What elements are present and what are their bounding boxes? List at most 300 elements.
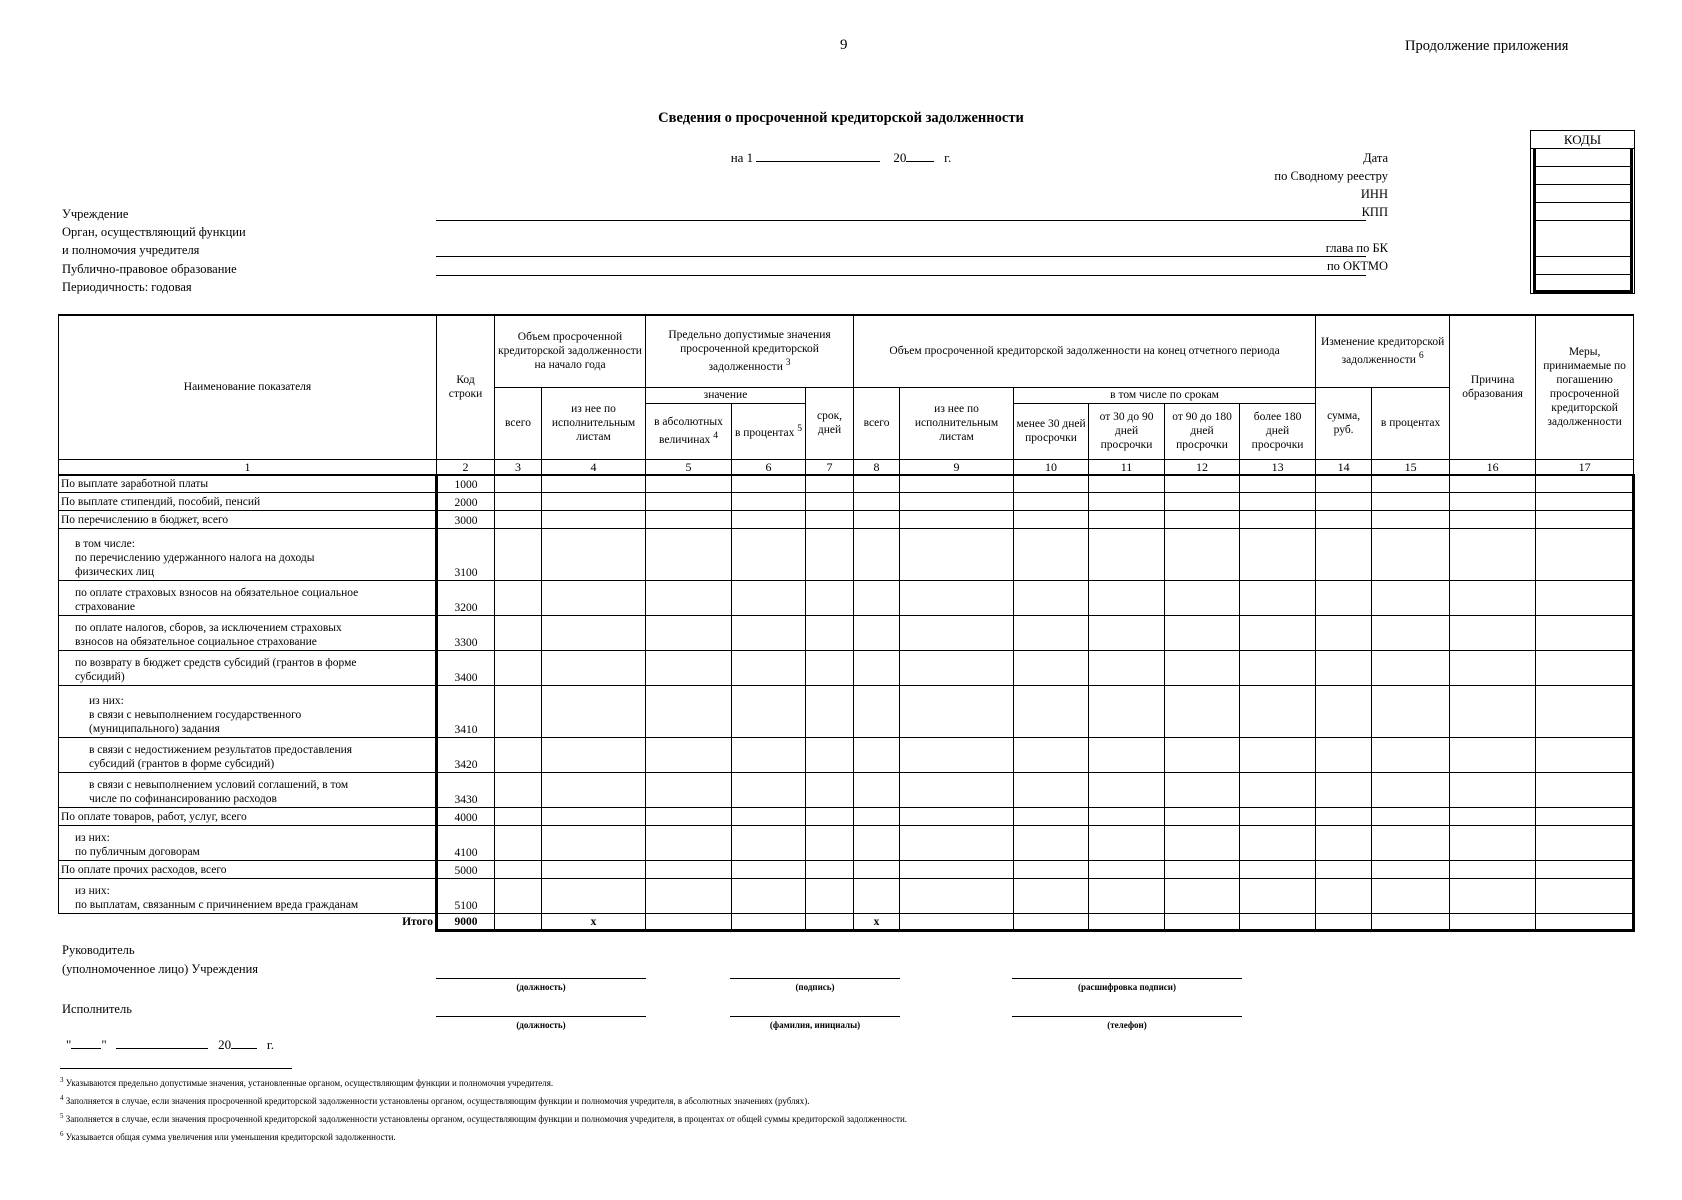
data-cell-col-17[interactable] <box>1536 493 1634 511</box>
data-cell-col-12[interactable] <box>1165 879 1240 914</box>
data-cell-col-11[interactable] <box>1089 651 1165 686</box>
data-cell-col-6[interactable] <box>732 651 806 686</box>
data-cell-col-7[interactable] <box>806 773 854 808</box>
data-cell-col-9[interactable] <box>900 581 1014 616</box>
data-cell-col-16[interactable] <box>1450 651 1536 686</box>
data-cell-col-9[interactable] <box>900 738 1014 773</box>
executor-phone-field[interactable] <box>1012 1016 1242 1017</box>
total-cell-col-10[interactable] <box>1014 914 1089 931</box>
data-cell-col-7[interactable] <box>806 651 854 686</box>
data-cell-col-15[interactable] <box>1372 826 1450 861</box>
data-cell-col-14[interactable] <box>1316 826 1372 861</box>
column-number: 4 <box>542 459 646 475</box>
data-cell-col-6[interactable] <box>732 475 806 493</box>
date-prefix: на 1 <box>730 150 754 165</box>
data-cell-col-13[interactable] <box>1240 686 1316 738</box>
data-cell-col-13[interactable] <box>1240 511 1316 529</box>
data-cell-col-14[interactable] <box>1316 773 1372 808</box>
data-cell-col-3[interactable] <box>495 738 542 773</box>
date-year-prefix: 20 <box>893 150 907 165</box>
data-cell-col-3[interactable] <box>495 529 542 581</box>
data-cell-col-5[interactable] <box>646 651 732 686</box>
data-cell-col-6[interactable] <box>732 686 806 738</box>
data-cell-col-10[interactable] <box>1014 616 1089 651</box>
column-number: 7 <box>806 459 854 475</box>
data-cell-col-11[interactable] <box>1089 738 1165 773</box>
data-cell-col-13[interactable] <box>1240 879 1316 914</box>
founder-field[interactable] <box>436 256 1366 257</box>
data-cell-col-16[interactable] <box>1450 686 1536 738</box>
data-cell-col-13[interactable] <box>1240 616 1316 651</box>
data-cell-col-9[interactable] <box>900 826 1014 861</box>
data-cell-col-8[interactable] <box>854 808 900 826</box>
data-cell-col-7[interactable] <box>806 738 854 773</box>
data-cell-col-4[interactable] <box>542 475 646 493</box>
head-position-field[interactable] <box>436 978 646 979</box>
total-cell-col-5[interactable] <box>646 914 732 931</box>
data-cell-col-5[interactable] <box>646 529 732 581</box>
data-cell-col-4[interactable] <box>542 651 646 686</box>
data-cell-col-7[interactable] <box>806 686 854 738</box>
row-name-line: По оплате товаров, работ, услуг, всего <box>61 811 247 823</box>
footnote-3-text: Указываются предельно допустимые значения, установленные органом, осуществляющим функции и полномочия учредителя. <box>65 1078 554 1088</box>
data-cell-col-13[interactable] <box>1240 529 1316 581</box>
total-cell-col-15[interactable] <box>1372 914 1450 931</box>
data-cell-col-3[interactable] <box>495 773 542 808</box>
data-cell-col-16[interactable] <box>1450 826 1536 861</box>
data-cell-col-6[interactable] <box>732 581 806 616</box>
data-cell-col-13[interactable] <box>1240 773 1316 808</box>
data-cell-col-15[interactable] <box>1372 493 1450 511</box>
data-cell-col-17[interactable] <box>1536 651 1634 686</box>
hdr-change-sum: сумма, руб. <box>1316 387 1372 459</box>
hdr-change-pct: в процентах <box>1372 387 1450 459</box>
data-cell-col-7[interactable] <box>806 493 854 511</box>
executor-phone-caption: (телефон) <box>1107 1020 1147 1030</box>
data-cell-col-9[interactable] <box>900 879 1014 914</box>
data-cell-col-16[interactable] <box>1450 773 1536 808</box>
total-cell-col-7[interactable] <box>806 914 854 931</box>
periodicity-label: Периодичность: годовая <box>62 280 192 294</box>
data-cell-col-17[interactable] <box>1536 529 1634 581</box>
data-cell-col-10[interactable] <box>1014 808 1089 826</box>
data-cell-col-9[interactable] <box>900 651 1014 686</box>
column-number: 12 <box>1165 459 1240 475</box>
row-name-line: в связи с невыполнением условий соглашений, в том <box>89 779 349 791</box>
data-cell-col-7[interactable] <box>806 529 854 581</box>
data-cell-col-12[interactable] <box>1165 738 1240 773</box>
data-cell-col-12[interactable] <box>1165 861 1240 879</box>
data-cell-col-5[interactable] <box>646 738 732 773</box>
data-cell-col-6[interactable] <box>732 738 806 773</box>
public-entity-field[interactable] <box>436 275 1366 276</box>
table-row <box>59 808 1634 826</box>
data-cell-col-12[interactable] <box>1165 581 1240 616</box>
total-cell-col-16[interactable] <box>1450 914 1536 931</box>
row-name-line: субсидий) <box>75 671 125 683</box>
data-cell-col-10[interactable] <box>1014 879 1089 914</box>
data-cell-col-11[interactable] <box>1089 529 1165 581</box>
page-number: 9 <box>840 37 848 53</box>
data-cell-col-10[interactable] <box>1014 826 1089 861</box>
data-cell-col-4[interactable] <box>542 879 646 914</box>
data-cell-col-14[interactable] <box>1316 616 1372 651</box>
data-cell-col-10[interactable] <box>1014 738 1089 773</box>
data-cell-col-16[interactable] <box>1450 861 1536 879</box>
data-cell-col-8[interactable] <box>854 651 900 686</box>
row-name <box>59 475 437 493</box>
data-cell-col-5[interactable] <box>646 581 732 616</box>
data-cell-col-7[interactable] <box>806 511 854 529</box>
row-name <box>59 493 437 511</box>
data-cell-col-5[interactable] <box>646 826 732 861</box>
data-cell-col-6[interactable] <box>732 493 806 511</box>
data-cell-col-6[interactable] <box>732 826 806 861</box>
data-cell-col-7[interactable] <box>806 879 854 914</box>
data-cell-col-12[interactable] <box>1165 686 1240 738</box>
data-cell-col-4[interactable] <box>542 826 646 861</box>
data-cell-col-13[interactable] <box>1240 651 1316 686</box>
code-cell-date[interactable] <box>1533 149 1633 167</box>
data-cell-col-9[interactable] <box>900 493 1014 511</box>
data-cell-col-17[interactable] <box>1536 616 1634 651</box>
row-code: 3400 <box>437 651 495 686</box>
data-cell-col-8[interactable] <box>854 511 900 529</box>
data-cell-col-11[interactable] <box>1089 861 1165 879</box>
head-signature-field[interactable] <box>730 978 900 979</box>
executor-position-field[interactable] <box>436 1016 646 1017</box>
data-cell-col-10[interactable] <box>1014 511 1089 529</box>
data-cell-col-5[interactable] <box>646 511 732 529</box>
data-cell-col-10[interactable] <box>1014 686 1089 738</box>
data-cell-col-14[interactable] <box>1316 808 1372 826</box>
column-number: 14 <box>1316 459 1372 475</box>
data-cell-col-14[interactable] <box>1316 879 1372 914</box>
total-cell-col-11[interactable] <box>1089 914 1165 931</box>
data-cell-col-9[interactable] <box>900 773 1014 808</box>
data-cell-col-13[interactable] <box>1240 861 1316 879</box>
column-number: 1 <box>59 459 437 475</box>
data-cell-col-13[interactable] <box>1240 738 1316 773</box>
row-name-line: в том числе: <box>75 538 135 550</box>
footnote-6-text: Указывается общая сумма увеличения или уменьшения кредиторской задолженности. <box>65 1132 396 1142</box>
data-cell-col-15[interactable] <box>1372 879 1450 914</box>
data-cell-col-8[interactable] <box>854 616 900 651</box>
data-cell-col-9[interactable] <box>900 511 1014 529</box>
data-cell-col-12[interactable] <box>1165 773 1240 808</box>
data-cell-col-14[interactable] <box>1316 511 1372 529</box>
data-cell-col-8[interactable] <box>854 861 900 879</box>
codes-box <box>1530 130 1635 294</box>
data-cell-col-5[interactable] <box>646 773 732 808</box>
data-cell-col-4[interactable] <box>542 773 646 808</box>
hdr-start-total: всего <box>495 387 542 459</box>
data-cell-col-3[interactable] <box>495 808 542 826</box>
footnote-4-number: 4 <box>60 1094 64 1102</box>
data-cell-col-5[interactable] <box>646 616 732 651</box>
data-cell-col-9[interactable] <box>900 529 1014 581</box>
data-cell-col-16[interactable] <box>1450 511 1536 529</box>
table-row <box>59 773 1634 808</box>
data-cell-col-4[interactable] <box>542 808 646 826</box>
total-cell-col-14[interactable] <box>1316 914 1372 931</box>
data-cell-col-4[interactable] <box>542 738 646 773</box>
data-cell-col-16[interactable] <box>1450 529 1536 581</box>
data-cell-col-17[interactable] <box>1536 861 1634 879</box>
data-cell-col-3[interactable] <box>495 475 542 493</box>
hdr-term: срок, дней <box>806 387 854 459</box>
footnote-5-text: Заполняется в случае, если значения просроченной кредиторской задолженности установлены органом, осуществляющим функции и полномочия учредителя, в процентах от общей суммы кредиторской задолженности. <box>65 1114 908 1124</box>
data-cell-col-15[interactable] <box>1372 738 1450 773</box>
data-cell-col-9[interactable] <box>900 475 1014 493</box>
data-cell-col-4[interactable] <box>542 581 646 616</box>
data-cell-col-12[interactable] <box>1165 475 1240 493</box>
data-cell-col-4[interactable] <box>542 493 646 511</box>
data-cell-col-11[interactable] <box>1089 581 1165 616</box>
data-cell-col-14[interactable] <box>1316 475 1372 493</box>
total-cell-col-6[interactable] <box>732 914 806 931</box>
data-cell-col-5[interactable] <box>646 493 732 511</box>
data-cell-col-6[interactable] <box>732 773 806 808</box>
row-name <box>59 529 437 581</box>
footnote-5-number: 5 <box>60 1112 64 1120</box>
data-cell-col-11[interactable] <box>1089 686 1165 738</box>
data-cell-col-9[interactable] <box>900 616 1014 651</box>
data-cell-col-6[interactable] <box>732 616 806 651</box>
data-cell-col-6[interactable] <box>732 808 806 826</box>
data-cell-col-3[interactable] <box>495 581 542 616</box>
total-cell-col-3[interactable] <box>495 914 542 931</box>
head-signature-caption: (подпись) <box>795 982 835 992</box>
total-cell-col-17[interactable] <box>1536 914 1634 931</box>
data-cell-col-4[interactable] <box>542 511 646 529</box>
data-cell-col-7[interactable] <box>806 581 854 616</box>
data-cell-col-10[interactable] <box>1014 581 1089 616</box>
hdr-by-terms: в том числе по срокам <box>1014 387 1316 403</box>
data-cell-col-9[interactable] <box>900 808 1014 826</box>
data-cell-col-5[interactable] <box>646 686 732 738</box>
data-cell-col-5[interactable] <box>646 808 732 826</box>
data-cell-col-11[interactable] <box>1089 616 1165 651</box>
data-cell-col-15[interactable] <box>1372 581 1450 616</box>
data-cell-col-3[interactable] <box>495 493 542 511</box>
data-cell-col-13[interactable] <box>1240 581 1316 616</box>
data-cell-col-8[interactable] <box>854 686 900 738</box>
code-cell-inn[interactable] <box>1533 185 1633 203</box>
data-cell-col-11[interactable] <box>1089 773 1165 808</box>
row-name-line: По выплате стипендий, пособий, пенсий <box>61 496 261 508</box>
data-cell-col-3[interactable] <box>495 651 542 686</box>
data-cell-col-9[interactable] <box>900 861 1014 879</box>
data-cell-col-12[interactable] <box>1165 493 1240 511</box>
code-cell-kpp[interactable] <box>1533 203 1633 221</box>
executor-name-field[interactable] <box>730 1016 900 1017</box>
row-code: 3300 <box>437 616 495 651</box>
data-cell-col-3[interactable] <box>495 616 542 651</box>
data-cell-col-15[interactable] <box>1372 529 1450 581</box>
data-cell-col-16[interactable] <box>1450 475 1536 493</box>
data-cell-col-13[interactable] <box>1240 475 1316 493</box>
sign-date-month-blank[interactable] <box>116 1048 208 1049</box>
data-cell-col-7[interactable] <box>806 808 854 826</box>
data-cell-col-11[interactable] <box>1089 808 1165 826</box>
data-cell-col-17[interactable] <box>1536 686 1634 738</box>
data-cell-col-5[interactable] <box>646 879 732 914</box>
data-cell-col-16[interactable] <box>1450 616 1536 651</box>
data-cell-col-16[interactable] <box>1450 808 1536 826</box>
sign-date-day-blank[interactable] <box>71 1048 101 1049</box>
data-cell-col-12[interactable] <box>1165 651 1240 686</box>
data-cell-col-11[interactable] <box>1089 879 1165 914</box>
code-cell-registry[interactable] <box>1533 167 1633 185</box>
data-cell-col-5[interactable] <box>646 475 732 493</box>
data-cell-col-14[interactable] <box>1316 861 1372 879</box>
row-code: 2000 <box>437 493 495 511</box>
data-cell-col-15[interactable] <box>1372 773 1450 808</box>
total-label: Итого <box>59 914 437 931</box>
data-cell-col-8[interactable] <box>854 826 900 861</box>
data-cell-col-16[interactable] <box>1450 581 1536 616</box>
hdr-start-volume: Объем просроченной кредиторской задолженности на начало года <box>495 315 646 387</box>
data-cell-col-6[interactable] <box>732 879 806 914</box>
data-cell-col-14[interactable] <box>1316 686 1372 738</box>
data-cell-col-13[interactable] <box>1240 808 1316 826</box>
head-decode-field[interactable] <box>1012 978 1242 979</box>
data-cell-col-3[interactable] <box>495 879 542 914</box>
data-cell-col-12[interactable] <box>1165 511 1240 529</box>
codes-label-kpp: КПП <box>1361 205 1388 219</box>
data-cell-col-17[interactable] <box>1536 808 1634 826</box>
data-cell-col-14[interactable] <box>1316 529 1372 581</box>
data-cell-col-8[interactable] <box>854 475 900 493</box>
data-cell-col-14[interactable] <box>1316 581 1372 616</box>
data-cell-col-10[interactable] <box>1014 475 1089 493</box>
data-cell-col-10[interactable] <box>1014 493 1089 511</box>
code-cell-periodicity[interactable] <box>1533 275 1633 293</box>
data-cell-col-13[interactable] <box>1240 493 1316 511</box>
data-cell-col-15[interactable] <box>1372 861 1450 879</box>
row-name-line: из них: <box>89 695 124 707</box>
data-cell-col-10[interactable] <box>1014 529 1089 581</box>
data-cell-col-11[interactable] <box>1089 826 1165 861</box>
data-cell-col-17[interactable] <box>1536 581 1634 616</box>
data-cell-col-3[interactable] <box>495 826 542 861</box>
row-name <box>59 651 437 686</box>
data-cell-col-6[interactable] <box>732 511 806 529</box>
data-cell-col-7[interactable] <box>806 861 854 879</box>
data-cell-col-9[interactable] <box>900 686 1014 738</box>
data-cell-col-6[interactable] <box>732 529 806 581</box>
institution-field[interactable] <box>436 220 1366 221</box>
sign-date-year-blank[interactable] <box>231 1048 257 1049</box>
data-cell-col-11[interactable] <box>1089 475 1165 493</box>
data-cell-col-15[interactable] <box>1372 808 1450 826</box>
code-cell-bk-head[interactable] <box>1533 221 1633 257</box>
footnote-3 <box>60 1074 553 1089</box>
data-cell-col-17[interactable] <box>1536 826 1634 861</box>
data-cell-col-15[interactable] <box>1372 651 1450 686</box>
date-year-blank[interactable] <box>906 161 934 162</box>
data-cell-col-14[interactable] <box>1316 651 1372 686</box>
column-number: 2 <box>437 459 495 475</box>
data-cell-col-8[interactable] <box>854 581 900 616</box>
row-name <box>59 826 437 861</box>
data-cell-col-6[interactable] <box>732 861 806 879</box>
data-cell-col-17[interactable] <box>1536 475 1634 493</box>
data-cell-col-7[interactable] <box>806 616 854 651</box>
data-cell-col-13[interactable] <box>1240 826 1316 861</box>
data-cell-col-14[interactable] <box>1316 738 1372 773</box>
data-cell-col-12[interactable] <box>1165 826 1240 861</box>
data-cell-col-17[interactable] <box>1536 738 1634 773</box>
footnote-separator <box>60 1068 292 1069</box>
data-cell-col-4[interactable] <box>542 686 646 738</box>
total-cross-mark-col-4: х <box>542 914 646 931</box>
data-cell-col-15[interactable] <box>1372 616 1450 651</box>
data-cell-col-8[interactable] <box>854 738 900 773</box>
data-cell-col-16[interactable] <box>1450 879 1536 914</box>
data-cell-col-8[interactable] <box>854 879 900 914</box>
data-cell-col-4[interactable] <box>542 861 646 879</box>
data-cell-col-16[interactable] <box>1450 493 1536 511</box>
date-day-month-blank[interactable] <box>756 161 880 162</box>
data-cell-col-3[interactable] <box>495 686 542 738</box>
report-date-line <box>0 150 1682 166</box>
data-cell-col-3[interactable] <box>495 511 542 529</box>
row-code: 4000 <box>437 808 495 826</box>
hdr-term-3: от 90 до 180 дней просрочки <box>1165 403 1240 459</box>
column-number: 3 <box>495 459 542 475</box>
data-cell-col-4[interactable] <box>542 529 646 581</box>
data-cell-col-16[interactable] <box>1450 738 1536 773</box>
table-row <box>59 651 1634 686</box>
footnote-6 <box>60 1128 396 1143</box>
data-cell-col-5[interactable] <box>646 861 732 879</box>
data-cell-col-10[interactable] <box>1014 773 1089 808</box>
data-cell-col-12[interactable] <box>1165 616 1240 651</box>
data-cell-col-17[interactable] <box>1536 879 1634 914</box>
row-name-line: по оплате налогов, сборов, за исключением страховых <box>75 622 342 634</box>
data-cell-col-11[interactable] <box>1089 511 1165 529</box>
data-cell-col-17[interactable] <box>1536 773 1634 808</box>
data-cell-col-14[interactable] <box>1316 493 1372 511</box>
data-cell-col-10[interactable] <box>1014 651 1089 686</box>
data-cell-col-4[interactable] <box>542 616 646 651</box>
data-cell-col-12[interactable] <box>1165 808 1240 826</box>
row-name <box>59 686 437 738</box>
total-cell-col-9[interactable] <box>900 914 1014 931</box>
data-cell-col-8[interactable] <box>854 493 900 511</box>
data-cell-col-8[interactable] <box>854 773 900 808</box>
data-cell-col-15[interactable] <box>1372 511 1450 529</box>
data-cell-col-15[interactable] <box>1372 475 1450 493</box>
data-cell-col-7[interactable] <box>806 475 854 493</box>
data-cell-col-12[interactable] <box>1165 529 1240 581</box>
sign-date-suffix: г. <box>266 1037 274 1052</box>
data-cell-col-17[interactable] <box>1536 511 1634 529</box>
data-cell-col-3[interactable] <box>495 861 542 879</box>
data-cell-col-7[interactable] <box>806 826 854 861</box>
data-cell-col-10[interactable] <box>1014 861 1089 879</box>
code-cell-oktmo[interactable] <box>1533 257 1633 275</box>
total-cell-col-12[interactable] <box>1165 914 1240 931</box>
total-cell-col-13[interactable] <box>1240 914 1316 931</box>
hdr-pct-text: в процентах <box>734 426 795 439</box>
column-number: 15 <box>1372 459 1450 475</box>
data-cell-col-15[interactable] <box>1372 686 1450 738</box>
data-cell-col-11[interactable] <box>1089 493 1165 511</box>
data-cell-col-8[interactable] <box>854 529 900 581</box>
